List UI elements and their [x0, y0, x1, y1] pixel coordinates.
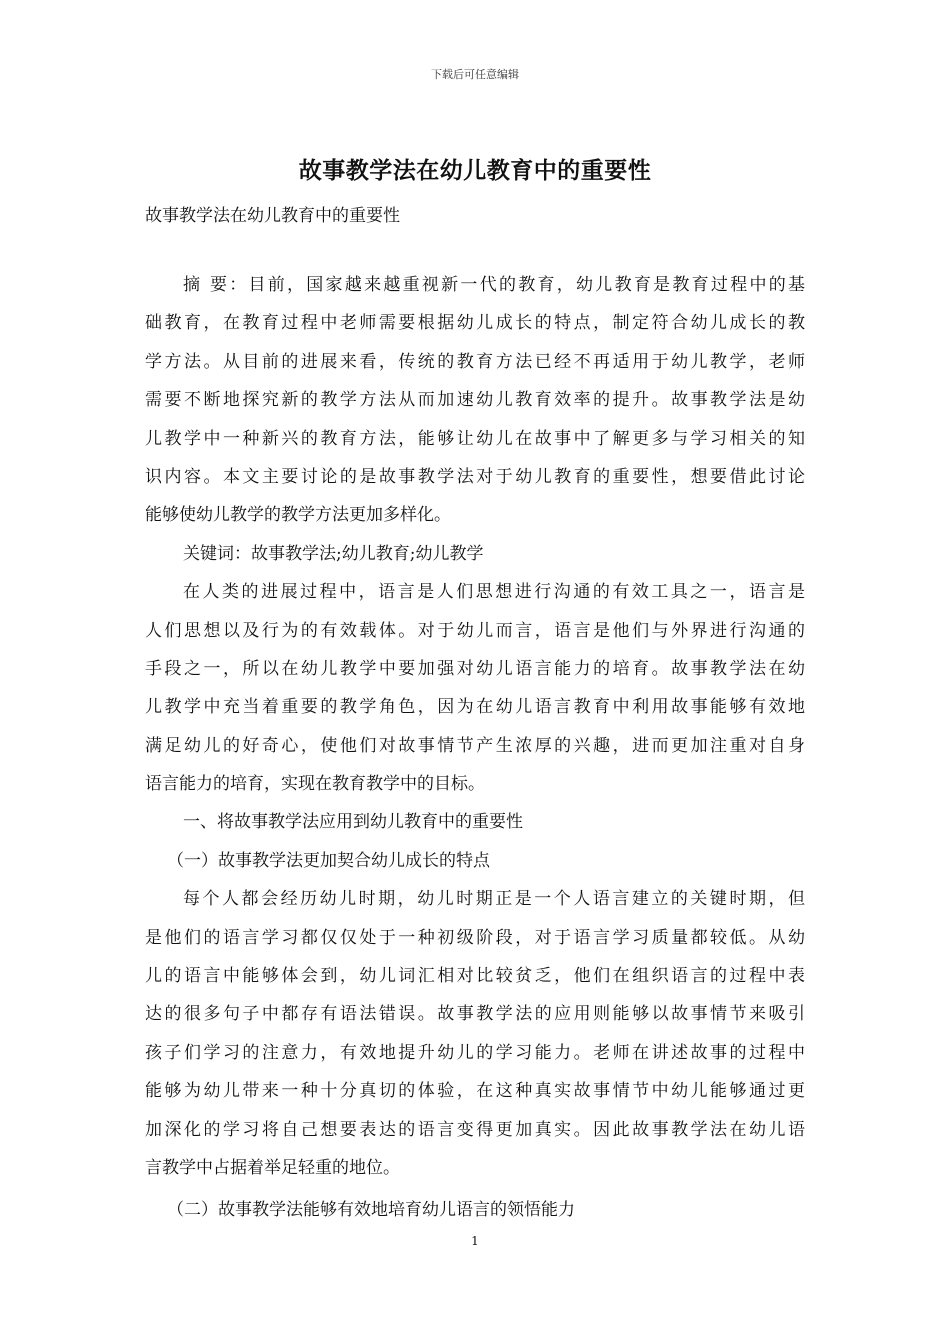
abstract-line: 摘 要：目前，国家越来越重视新一代的教育，幼儿教育是教育过程中的基	[183, 275, 805, 295]
section-paragraph	[145, 880, 805, 1187]
paragraph-line: 儿教学中充当着重要的教学角色，因为在幼儿语言教育中利用故事能够有效地	[145, 697, 805, 718]
paragraph-line: 语言能力的培育，实现在教育教学中的目标。	[145, 774, 485, 795]
subsection-heading: （二）故事教学法能够有效地培育幼儿语言的领悟能力	[167, 1200, 575, 1221]
paragraph-line: 是他们的语言学习都仅仅处于一种初级阶段，对于语言学习质量都较低。从幼	[145, 927, 805, 948]
paragraph-line: 儿的语言中能够体会到，幼儿词汇相对比较贫乏，他们在组织语言的过程中表	[145, 966, 805, 987]
subsection-heading: （一）故事教学法更加契合幼儿成长的特点	[167, 850, 490, 871]
document-body	[145, 266, 805, 1230]
abstract-line: 能够使幼儿教学的教学方法更加多样化。	[145, 505, 451, 526]
abstract-line: 识内容。本文主要讨论的是故事教学法对于幼儿教育的重要性，想要借此讨论	[145, 466, 805, 487]
paragraph-line: 满足幼儿的好奇心，使他们对故事情节产生浓厚的兴趣，进而更加注重对自身	[145, 735, 805, 756]
paragraph-line: 孩子们学习的注意力，有效地提升幼儿的学习能力。老师在讲述故事的过程中	[145, 1042, 805, 1063]
abstract	[145, 266, 805, 535]
document-title: 故事教学法在幼儿教育中的重要性	[298, 157, 652, 184]
paragraph-line: 手段之一，所以在幼儿教学中要加强对幼儿语言能力的培育。故事教学法在幼	[145, 658, 805, 679]
paragraph-line: 在人类的进展过程中，语言是人们思想进行沟通的有效工具之一，语言是	[183, 582, 805, 603]
paragraph-line: 言教学中占据着举足轻重的地位。	[145, 1157, 400, 1178]
intro-paragraph	[145, 573, 805, 803]
abstract-line: 需要不断地探究新的教学方法从而加速幼儿教育效率的提升。故事教学法是幼	[145, 390, 805, 411]
paragraph-line: 能够为幼儿带来一种十分真切的体验，在这种真实故事情节中幼儿能够通过更	[145, 1081, 805, 1102]
abstract-line: 儿教学中一种新兴的教育方法，能够让幼儿在故事中了解更多与学习相关的知	[145, 428, 805, 449]
header-note: 下载后可任意编辑	[431, 68, 519, 81]
paragraph-line: 达的很多句子中都存有语法错误。故事教学法的应用则能够以故事情节来吸引	[145, 1004, 805, 1025]
abstract-line: 础教育，在教育过程中老师需要根据幼儿成长的特点，制定符合幼儿成长的教	[145, 313, 805, 334]
keywords: 关键词：故事教学法;幼儿教育;幼儿教学	[183, 543, 484, 564]
document-subtitle: 故事教学法在幼儿教育中的重要性	[145, 206, 400, 226]
page-number: 1	[471, 1234, 479, 1248]
section-heading: 一、将故事教学法应用到幼儿教育中的重要性	[183, 812, 523, 833]
paragraph-line: 人们思想以及行为的有效载体。对于幼儿而言，语言是他们与外界进行沟通的	[145, 620, 805, 641]
paragraph-line: 加深化的学习将自己想要表达的语言变得更加真实。因此故事教学法在幼儿语	[145, 1119, 805, 1140]
abstract-line: 学方法。从目前的进展来看，传统的教育方法已经不再适用于幼儿教学，老师	[145, 351, 805, 372]
paragraph-line: 每个人都会经历幼儿时期，幼儿时期正是一个人语言建立的关键时期，但	[183, 889, 805, 910]
